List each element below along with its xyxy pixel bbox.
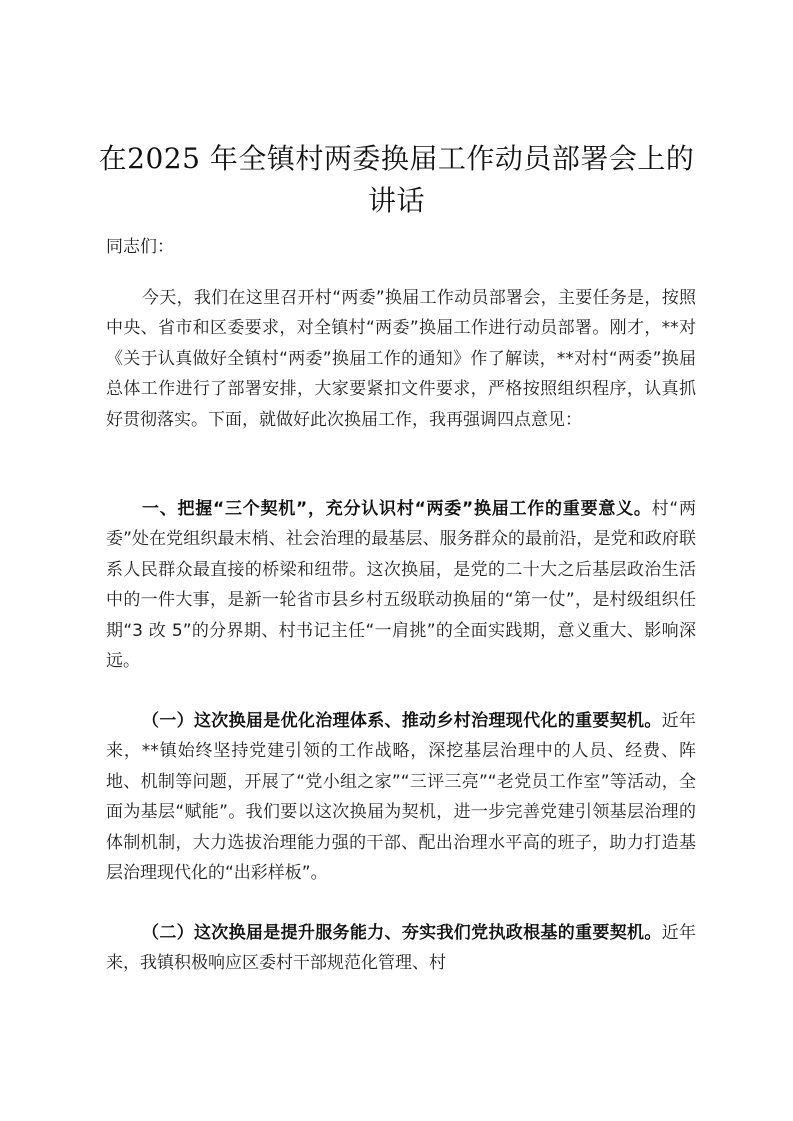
paragraph-body: 近年来，我镇积极响应区委村干部规范化管理、村 <box>106 923 697 974</box>
paragraph-subsection-two <box>106 918 696 979</box>
paragraph-intro <box>106 283 696 435</box>
paragraph-section-one <box>106 494 696 676</box>
paragraph-body: 村“两委”处在党组织最末梢、社会治理的最基层、服务群众的最前沿，是党和政府联系人民群众最直接的桥梁和纽带。这次换届，是党的二十大之后基层政治生活中的一件大事，是新一轮省市县乡村五级联动换届的“第一仗”，是村级组织任期“3 改 5”的分界期、村书记主任“一肩挑”的全面实践期，意义重大、影响深远。 <box>106 499 696 672</box>
paragraph-body: 今天，我们在这里召开村“两委”换届工作动员部署会，主要任务是，按照中央、省市和区委要求，对全镇村“两委”换届工作进行动员部署。刚才，**对《关于认真做好全镇村“两委”换届工作的通知》作了解读，**对村“两委”换届总体工作进行了部署安排，大家要紧扣文件要求，严格按照组织程序，认真抓好贯彻落实。下面，就做好此次换届工作，我再强调四点意见： <box>106 288 696 430</box>
paragraph-body: 近年来，**镇始终坚持党建引领的工作战略，深挖基层治理中的人员、经费、阵地、机制等问题，开展了“党小组之家”“三评三亮”“老党员工作室”等活动，全面为基层“赋能”。我们要以这次换届为契机，进一步完善党建引领基层治理的体制机制，大力选拔治理能力强的干部、配出治理水平高的班子，助力打造基层治理现代化的“出彩样板”。 <box>106 711 697 884</box>
paragraph-subsection-one <box>106 706 696 888</box>
salutation: 同志们： <box>106 237 174 257</box>
paragraph-lead: （一）这次换届是优化治理体系、推动乡村治理现代化的重要契机。 <box>142 711 662 731</box>
paragraph-lead: 一、把握“三个契机”，充分认识村“两委”换届工作的重要意义。 <box>142 499 652 519</box>
document-title: 在2025 年全镇村两委换届工作动员部署会上的讲话 <box>98 142 695 217</box>
paragraph-lead: （二）这次换届是提升服务能力、夯实我们党执政根基的重要契机。 <box>142 923 662 943</box>
